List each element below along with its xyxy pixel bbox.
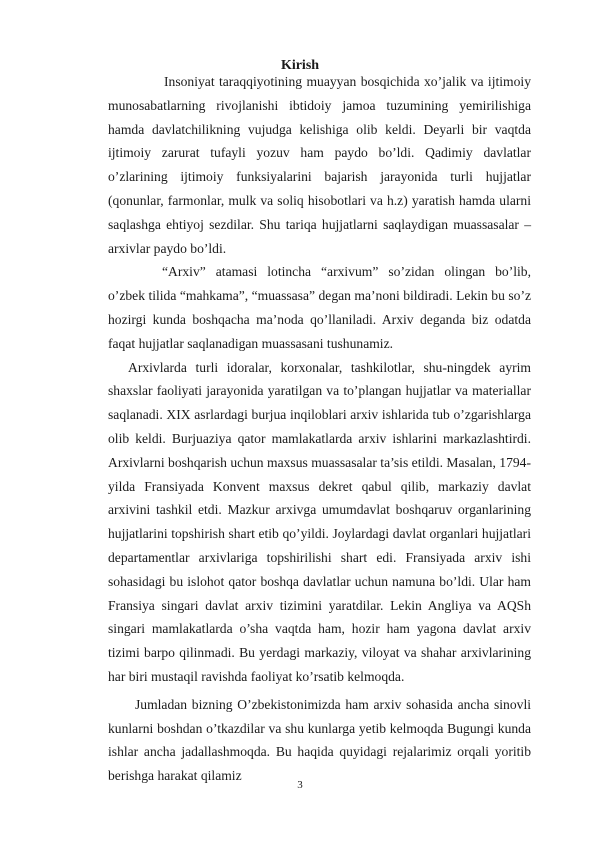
body-text xyxy=(108,70,531,788)
paragraph-intro: Insoniyat taraqqiyotining muayyan bosqichida xo’jalik va ijtimoiy munosabatlarning rivojlanishi ibtidoiy jamoa tuzumining yemirilishiga hamda davlatchilikning vujudga kelishiga olib keldi. Deyarli bir vaqtda ijtimoiy zarurat tufayli yozuv ham paydo bo’ldi. Qadimiy davlatlar o’zlarining ijtimoiy funksiyalarini bajarish jarayonida turli hujjatlar (qonunlar, farmonlar, mulk va soliq hisobotlari va h.z) yaratish hamda ularni saqlashga ehtiyoj sezdilar. Shu tariqa hujjatlarni saqlaydigan muassasalar – arxivlar paydo bo’ldi. xyxy=(108,74,531,256)
paragraph-archive-history: Arxivlarda turli idoralar, korxonalar, tashkilotlar, shu-ningdek ayrim shaxslar faoliyati jarayonida yaratilgan va to’plangan hujjatlar va materiallar saqlanadi. XIX asrlardagi burjua inqiloblari arxiv ishlarida tub o’zgarishlarga olib keldi. Burjuaziya qator mamlakatlarda arxiv ishlarini markazlashtirdi. Arxivlarni boshqarish uchun maxsus muassasalar ta’sis etildi. Masalan, 1794-yilda Fransiyada Konvent maxsus dekret qabul qilib, markaziy davlat arxivini tashkil etdi. Mazkur arxivga umumdavlat boshqaruv organlarining hujjatlarini topshirish shart etib qo’yildi. Joylardagi davlat organlari hujjatlari departamentlar arxivlariga topshirilishi shart edi. Fransiyada arxiv ishi sohasidagi bu islohot qator boshqa davlatlar uchun namuna bo’ldi. Ular ham Fransiya singari davlat arxiv tizimini yaratdilar. Lekin Angliya va AQSh singari mamlakatlarda o’sha vaqtda ham, hozir ham yagona davlat arxiv tizimi barpo qilinmadi. Bu yerdagi markaziy, viloyat va shahar arxivlarining har biri mustaqil ravishda faoliyat ko’rsatib kelmoqda. xyxy=(108,359,531,684)
page-number: 3 xyxy=(297,779,303,791)
section-title: Kirish xyxy=(280,58,320,73)
paragraph-archive-term: “Arxiv” atamasi lotincha “arxivum” so’zidan olingan bo’lib, o’zbek tilida “mahkama”, “muassasa” degan ma’noni bildiradi. Lekin bu so’z hozirgi kunda boshqacha ma’noda qo’llaniladi. Arxiv deganda biz odatda faqat hujjatlar saqlanadigan muassasani tushunamiz. xyxy=(108,264,531,351)
paragraph-uzbekistan: Jumladan bizning O’zbekistonimizda ham arxiv sohasida ancha sinovli kunlarni boshdan o’tkazdilar va shu kunlarga yetib kelmoqda Bugungi kunda ishlar ancha jadallashmoqda. Bu haqida quyidagi rejalarimiz orqali yoritib berishga harakat qilamiz xyxy=(108,696,531,784)
